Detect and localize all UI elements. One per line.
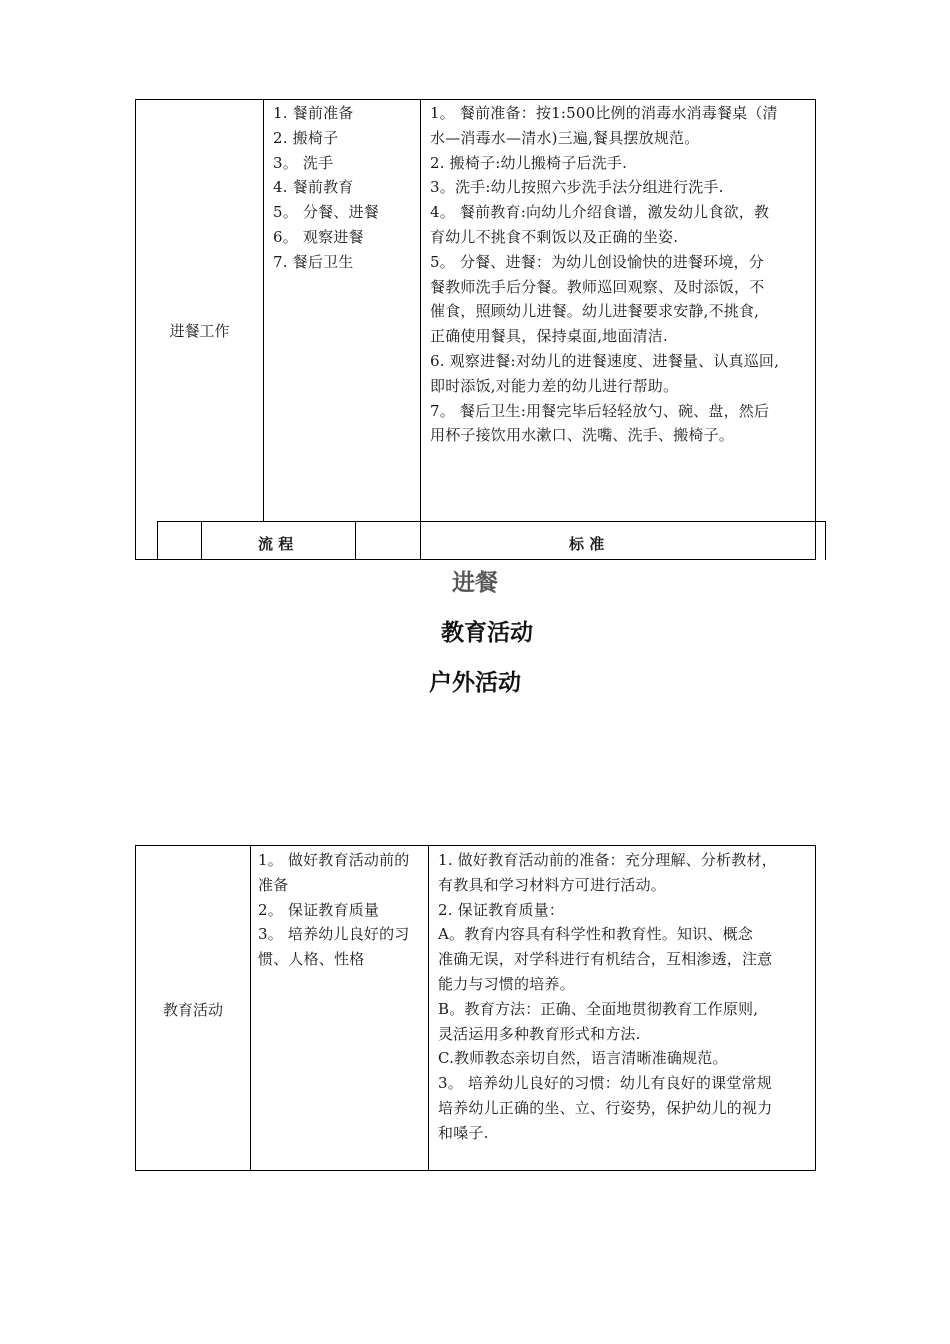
meal-standard-line: 催食，照顾幼儿进餐。幼儿进餐要求安静,不挑食, — [430, 302, 760, 321]
meal-step-line: 6。 观察进餐 — [273, 227, 364, 246]
education-standards-text — [438, 848, 777, 1146]
meal-step-line: 3。 洗手 — [273, 153, 334, 172]
education-standard-line: 能力与习惯的培养。 — [438, 974, 575, 993]
meal-standard-line: 用杯子接饮用水漱口、洗嘴、洗手、搬椅子。 — [430, 426, 735, 445]
education-standard-line: 3。 培养幼儿良好的习惯：幼儿有良好的课堂常规 — [438, 1074, 772, 1093]
meal-standard-line: 5。 分餐、进餐：为幼儿创设愉快的进餐环境，分 — [430, 252, 764, 271]
education-standard-line: 灵活运用多种教育形式和方法. — [438, 1024, 641, 1043]
meal-category-label: 进餐工作 — [169, 322, 230, 340]
education-standard-line: 2. 保证教育质量： — [438, 900, 565, 919]
meal-standard-line: 即时添饭,对能力差的幼儿进行帮助。 — [430, 376, 679, 395]
meal-standard-line: 3。洗手:幼儿按照六步洗手法分组进行洗手. — [430, 178, 724, 197]
meal-step-line: 7. 餐后卫生 — [273, 252, 354, 271]
meal-standard-line: 正确使用餐具，保持桌面,地面清洁. — [430, 327, 668, 346]
meal-step-line: 2. 搬椅子 — [273, 128, 339, 147]
heading-meal: 进餐 — [452, 570, 498, 596]
education-standard-line: C.教师教态亲切自然，语言清晰准确规范。 — [438, 1049, 728, 1068]
education-standard-line: B。教育方法：正确、全面地贯彻教育工作原则, — [438, 999, 759, 1018]
education-standard-line: A。教育内容具有科学性和教育性。知识、概念 — [438, 925, 754, 944]
meal-standard-line: 6. 观察进餐:对幼儿的进餐速度、进餐量、认真巡回, — [430, 351, 780, 370]
education-step-line: 1。 做好教育活动前的 — [258, 851, 410, 869]
education-step-line: 准备 — [258, 875, 289, 894]
meal-step-line: 5。 分餐、进餐 — [273, 203, 379, 222]
education-step-line: 2。 保证教育质量 — [258, 900, 380, 919]
header-standard: 标 准 — [569, 535, 605, 553]
heading-education: 教育活动 — [441, 620, 533, 646]
education-step-line: 3。 培养幼儿良好的习 — [258, 925, 410, 944]
meal-standard-line: 4。 餐前教育:向幼儿介绍食谱，激发幼儿食欲，教 — [430, 203, 770, 222]
education-standard-line: 1. 做好教育活动前的准备：充分理解、分析教材， — [438, 851, 777, 869]
meal-standard-line: 育幼儿不挑食不剩饭以及正确的坐姿. — [430, 227, 679, 246]
meal-standard-line: 水—消毒水—清水)三遍,餐具摆放规范。 — [430, 128, 700, 147]
heading-outdoor: 户外活动 — [429, 670, 521, 696]
meal-standard-line: 2. 搬椅子:幼儿搬椅子后洗手. — [430, 153, 628, 172]
education-standard-line: 和嗓子. — [438, 1123, 489, 1142]
header-process: 流 程 — [258, 535, 294, 553]
education-category-label: 教育活动 — [162, 1001, 223, 1019]
education-steps-list — [258, 848, 410, 972]
meal-standards-text — [430, 101, 779, 448]
meal-steps-list — [273, 101, 379, 275]
meal-step-line: 4. 餐前教育 — [273, 178, 354, 197]
education-standard-line: 准确无误，对学科进行有机结合，互相渗透，注意 — [438, 950, 773, 969]
education-standard-line: 培养幼儿正确的坐、立、行姿势，保护幼儿的视力 — [438, 1098, 773, 1117]
meal-standard-line: 7。 餐后卫生:用餐完毕后轻轻放勺、碗、盘，然后 — [430, 401, 770, 420]
meal-standard-line: 1。 餐前准备：按1:500比例的消毒水消毒餐桌（清 — [430, 104, 778, 122]
meal-standard-line: 餐教师洗手后分餐。教师巡回观察、及时添饭，不 — [430, 277, 765, 296]
meal-step-line: 1. 餐前准备 — [273, 104, 354, 122]
education-step-line: 惯、人格、性格 — [258, 950, 365, 969]
education-standard-line: 有教具和学习材料方可进行活动。 — [438, 875, 667, 894]
